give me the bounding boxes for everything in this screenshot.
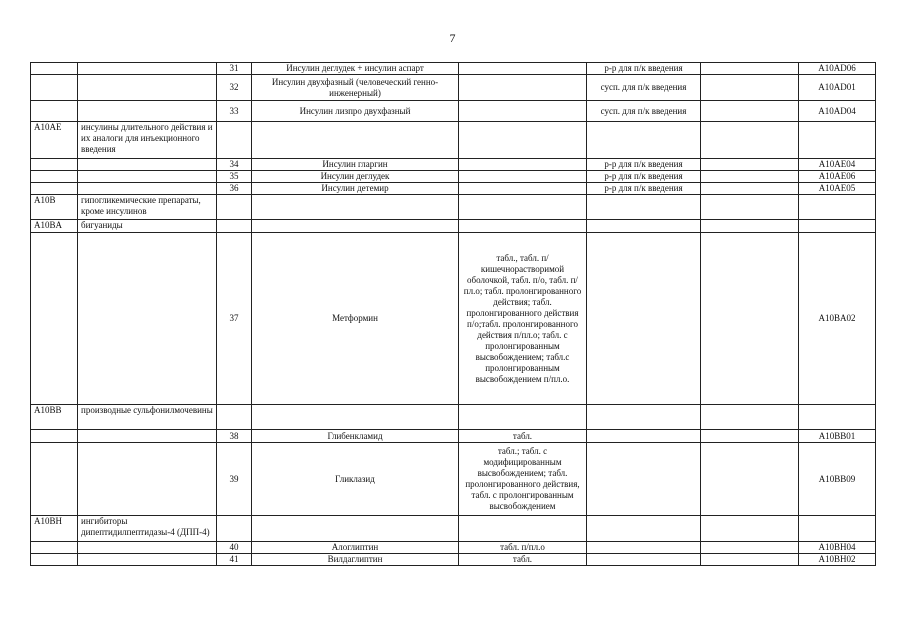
atc-group-code: A10AE	[31, 122, 78, 159]
table-row	[31, 516, 876, 542]
extra-cell	[701, 430, 799, 443]
atc-code: A10BH02	[799, 554, 876, 566]
row-number	[217, 405, 252, 430]
dosage-form: табл.; табл. с модифицированным высвобождением; табл. пролонгированного действия, табл. с пролонгированным высвобождением	[459, 443, 587, 516]
atc-group-code	[31, 75, 78, 101]
drug-name	[252, 405, 459, 430]
dosage-form	[459, 183, 587, 195]
row-number: 40	[217, 542, 252, 554]
atc-group-code: A10BA	[31, 220, 78, 233]
row-number: 35	[217, 171, 252, 183]
dosage-form-alt: р-р для п/к введения	[587, 159, 701, 171]
row-number: 38	[217, 430, 252, 443]
row-number: 39	[217, 443, 252, 516]
atc-group-name	[78, 63, 217, 75]
atc-group-code	[31, 183, 78, 195]
atc-code	[799, 405, 876, 430]
table-row	[31, 443, 876, 516]
dosage-form-alt	[587, 405, 701, 430]
atc-code	[799, 122, 876, 159]
dosage-form-alt: р-р для п/к введения	[587, 63, 701, 75]
table-row	[31, 430, 876, 443]
atc-code: A10AE06	[799, 171, 876, 183]
extra-cell	[701, 75, 799, 101]
dosage-form	[459, 63, 587, 75]
atc-group-code	[31, 542, 78, 554]
row-number: 37	[217, 233, 252, 405]
atc-group-name	[78, 75, 217, 101]
page-number: 7	[449, 31, 456, 45]
extra-cell	[701, 542, 799, 554]
drug-table	[30, 62, 876, 566]
atc-group-code: A10BB	[31, 405, 78, 430]
dosage-form-alt	[587, 443, 701, 516]
table-row	[31, 183, 876, 195]
atc-group-code	[31, 443, 78, 516]
atc-code: A10AE04	[799, 159, 876, 171]
drug-name: Инсулин гларгин	[252, 159, 459, 171]
dosage-form-alt	[587, 233, 701, 405]
dosage-form	[459, 220, 587, 233]
table-row	[31, 220, 876, 233]
dosage-form	[459, 75, 587, 101]
atc-group-code	[31, 171, 78, 183]
atc-code: A10BB01	[799, 430, 876, 443]
atc-group-name	[78, 171, 217, 183]
table-row	[31, 195, 876, 220]
atc-code: A10AD01	[799, 75, 876, 101]
table-row	[31, 122, 876, 159]
atc-code: A10BH04	[799, 542, 876, 554]
drug-name	[252, 516, 459, 542]
drug-name: Алоглиптин	[252, 542, 459, 554]
dosage-form-alt: р-р для п/к введения	[587, 183, 701, 195]
row-number	[217, 195, 252, 220]
row-number: 31	[217, 63, 252, 75]
atc-group-code	[31, 554, 78, 566]
extra-cell	[701, 101, 799, 122]
atc-code: A10BB09	[799, 443, 876, 516]
dosage-form-alt: сусп. для п/к введения	[587, 101, 701, 122]
row-number: 36	[217, 183, 252, 195]
extra-cell	[701, 233, 799, 405]
drug-name	[252, 195, 459, 220]
dosage-form: табл.	[459, 430, 587, 443]
dosage-form	[459, 171, 587, 183]
extra-cell	[701, 183, 799, 195]
extra-cell	[701, 516, 799, 542]
dosage-form: табл.	[459, 554, 587, 566]
dosage-form	[459, 101, 587, 122]
atc-group-code	[31, 430, 78, 443]
atc-group-name: гипогликемические препараты, кроме инсулинов	[78, 195, 217, 220]
atc-group-name: инсулины длительного действия и их аналоги для инъекционного введения	[78, 122, 217, 159]
atc-code: A10AE05	[799, 183, 876, 195]
extra-cell	[701, 63, 799, 75]
table-row	[31, 554, 876, 566]
table-row	[31, 171, 876, 183]
drug-name	[252, 122, 459, 159]
dosage-form-alt	[587, 516, 701, 542]
dosage-form-alt	[587, 542, 701, 554]
atc-group-name	[78, 101, 217, 122]
row-number	[217, 220, 252, 233]
row-number	[217, 122, 252, 159]
atc-group-code: A10B	[31, 195, 78, 220]
atc-code: A10AD06	[799, 63, 876, 75]
atc-group-name: ингибиторы дипептидилпептидазы-4 (ДПП-4)	[78, 516, 217, 542]
dosage-form-alt	[587, 554, 701, 566]
dosage-form-alt: р-р для п/к введения	[587, 171, 701, 183]
dosage-form-alt	[587, 220, 701, 233]
atc-group-name	[78, 233, 217, 405]
dosage-form	[459, 195, 587, 220]
drug-name: Инсулин двухфазный (человеческий генно-инженерный)	[252, 75, 459, 101]
extra-cell	[701, 195, 799, 220]
drug-name: Глибенкламид	[252, 430, 459, 443]
extra-cell	[701, 159, 799, 171]
table-row	[31, 63, 876, 75]
dosage-form-alt: сусп. для п/к введения	[587, 75, 701, 101]
atc-group-code	[31, 101, 78, 122]
atc-code: A10AD04	[799, 101, 876, 122]
drug-name: Инсулин лизпро двухфазный	[252, 101, 459, 122]
atc-group-name	[78, 542, 217, 554]
atc-code	[799, 195, 876, 220]
atc-group-name	[78, 159, 217, 171]
atc-code: A10BA02	[799, 233, 876, 405]
extra-cell	[701, 220, 799, 233]
dosage-form	[459, 122, 587, 159]
atc-group-code: A10BH	[31, 516, 78, 542]
dosage-form-alt	[587, 195, 701, 220]
atc-group-name	[78, 183, 217, 195]
drug-name: Гликлазид	[252, 443, 459, 516]
drug-name: Инсулин деглудек	[252, 171, 459, 183]
dosage-form	[459, 516, 587, 542]
table-row	[31, 159, 876, 171]
atc-group-name	[78, 430, 217, 443]
dosage-form-alt	[587, 430, 701, 443]
dosage-form	[459, 405, 587, 430]
extra-cell	[701, 171, 799, 183]
atc-group-name: производные сульфонилмочевины	[78, 405, 217, 430]
drug-name	[252, 220, 459, 233]
atc-group-name: бигуаниды	[78, 220, 217, 233]
extra-cell	[701, 122, 799, 159]
drug-name: Метформин	[252, 233, 459, 405]
atc-code	[799, 220, 876, 233]
table-row	[31, 101, 876, 122]
row-number: 33	[217, 101, 252, 122]
dosage-form: табл., табл. п/кишечнорастворимой оболочкой, табл. п/о, табл. п/пл.о; табл. пролонгированного действия; табл. пролонгированного действия п/о;табл. пролонгированного действия п/пл.о; табл. с пролонгированным высвобождением; табл.с пролонгированным высвобождением п/пл.о.	[459, 233, 587, 405]
row-number	[217, 516, 252, 542]
atc-group-code	[31, 233, 78, 405]
row-number: 32	[217, 75, 252, 101]
table-row	[31, 542, 876, 554]
atc-group-code	[31, 63, 78, 75]
drug-name: Инсулин деглудек + инсулин аспарт	[252, 63, 459, 75]
dosage-form-alt	[587, 122, 701, 159]
table-row	[31, 75, 876, 101]
extra-cell	[701, 443, 799, 516]
dosage-form	[459, 159, 587, 171]
drug-name: Инсулин детемир	[252, 183, 459, 195]
table-row	[31, 233, 876, 405]
extra-cell	[701, 405, 799, 430]
row-number: 34	[217, 159, 252, 171]
extra-cell	[701, 554, 799, 566]
row-number: 41	[217, 554, 252, 566]
atc-group-name	[78, 554, 217, 566]
table-row	[31, 405, 876, 430]
atc-code	[799, 516, 876, 542]
atc-group-name	[78, 443, 217, 516]
dosage-form: табл. п/пл.о	[459, 542, 587, 554]
atc-group-code	[31, 159, 78, 171]
drug-name: Вилдаглиптин	[252, 554, 459, 566]
